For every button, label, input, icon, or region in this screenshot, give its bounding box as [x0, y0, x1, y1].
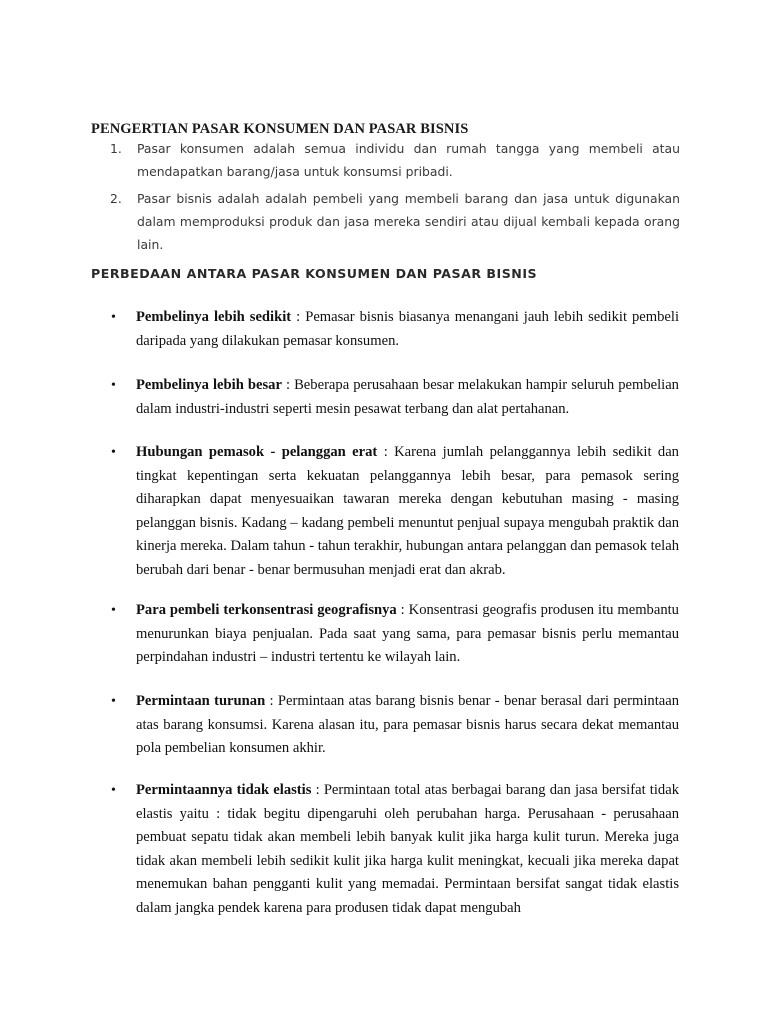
bullet-text: Pemasar bisnis biasanya menangani jauh lebih sedikit pembeli daripada yang dilakukan pemasar konsumen. [136, 309, 680, 349]
bullet-term: Para pembeli terkonsentrasi geografisnya [136, 602, 397, 618]
bullet-item [111, 306, 679, 353]
bullet-item [111, 690, 679, 761]
definition-item [110, 137, 680, 183]
bullet-dot: • [111, 310, 116, 325]
bullet-term: Hubungan pemasok - pelanggan erat [136, 444, 378, 460]
bullet-separator: : [291, 309, 306, 325]
bullet-text: Beberapa perusahaan besar melakukan hampir seluruh pembelian dalam industri-industri seperti mesin pesawat terbang dan alat pertahanan. [136, 377, 679, 417]
bullet-body [136, 306, 679, 353]
bullet-separator: : [396, 602, 409, 618]
bullet-item [111, 441, 679, 583]
bullet-dot: • [111, 445, 116, 460]
bullet-body [136, 779, 679, 921]
bullet-item [111, 599, 679, 670]
bullet-separator: : [265, 693, 278, 709]
bullet-term: Permintaannya tidak elastis [136, 782, 312, 798]
bullet-dot: • [111, 378, 116, 393]
bullet-dot: • [111, 783, 116, 798]
definitions-list [110, 137, 680, 260]
bullet-dot: • [111, 694, 116, 709]
definition-text: Pasar konsumen adalah semua individu dan rumah tangga yang membeli atau mendapatkan barang/jasa untuk konsumsi pribadi. [137, 141, 680, 179]
bullet-body [136, 599, 679, 670]
bullet-text: Karena jumlah pelanggannya lebih sedikit dan tingkat kepentingan serta kekuatan pelanggannya lebih besar, para pemasok sering diharapkan dapat menyesuaikan tawaran mereka dengan kebutuhan masing - masing pelanggan bisnis. Kadang – kadang pembeli menuntut penjual supaya mengubah praktik dan kinerja mereka. Dalam tahun - tahun terakhir, hubungan antara pelanggan dan pemasok telah berubah dari benar - benar bermusuhan menjadi erat dan akrab. [136, 444, 679, 578]
bullet-body [136, 441, 679, 583]
bullet-dot: • [111, 603, 116, 618]
heading-pengertian: PENGERTIAN PASAR KONSUMEN DAN PASAR BISNIS [91, 121, 469, 137]
definition-number: 2. [110, 191, 122, 206]
bullet-term: Pembelinya lebih besar [136, 377, 282, 393]
bullet-separator: : [377, 444, 395, 460]
bullet-text: Permintaan total atas berbagai barang dan jasa bersifat tidak elastis yaitu : tidak begitu dipengaruhi oleh perubahan harga. Perusahaan - perusahaan pembuat sepatu tidak akan membeli lebih banyak kulit jika harga kulit turun. Mereka juga tidak akan membeli lebih sedikit kulit jika harga kulit meningkat, kecuali jika mereka dapat menemukan bahan pengganti kulit yang memadai. Permintaan bersifat sangat tidak elastis dalam jangka pendek karena para produsen tidak dapat mengubah [136, 782, 679, 916]
bullet-separator: : [281, 377, 295, 393]
bullet-text: Permintaan atas barang bisnis benar - benar berasal dari permintaan atas barang konsumsi. Karena alasan itu, para pemasar bisnis harus secara dekat memantau pola pembelian konsumen akhir. [136, 693, 679, 757]
definition-number: 1. [110, 141, 122, 156]
bullet-term: Permintaan turunan [136, 693, 266, 709]
bullet-body [136, 374, 679, 421]
heading-perbedaan: PERBEDAAN ANTARA PASAR KONSUMEN DAN PASAR BISNIS [91, 266, 538, 281]
bullet-item [111, 779, 679, 921]
bullet-text: Konsentrasi geografis produsen itu membantu menurunkan biaya penjualan. Pada saat yang sama, para pemasar bisnis perlu memantau perpindahan industri – industri tertentu ke wilayah lain. [136, 602, 679, 666]
definition-text: Pasar bisnis adalah adalah pembeli yang membeli barang dan jasa untuk digunakan dalam memproduksi produk dan jasa mereka sendiri atau dijual kembali kepada orang lain. [137, 191, 680, 252]
definition-item [110, 187, 680, 256]
bullet-item [111, 374, 679, 421]
bullet-body [136, 690, 679, 761]
bullet-term: Pembelinya lebih sedikit [136, 309, 292, 325]
bullet-separator: : [311, 782, 324, 798]
